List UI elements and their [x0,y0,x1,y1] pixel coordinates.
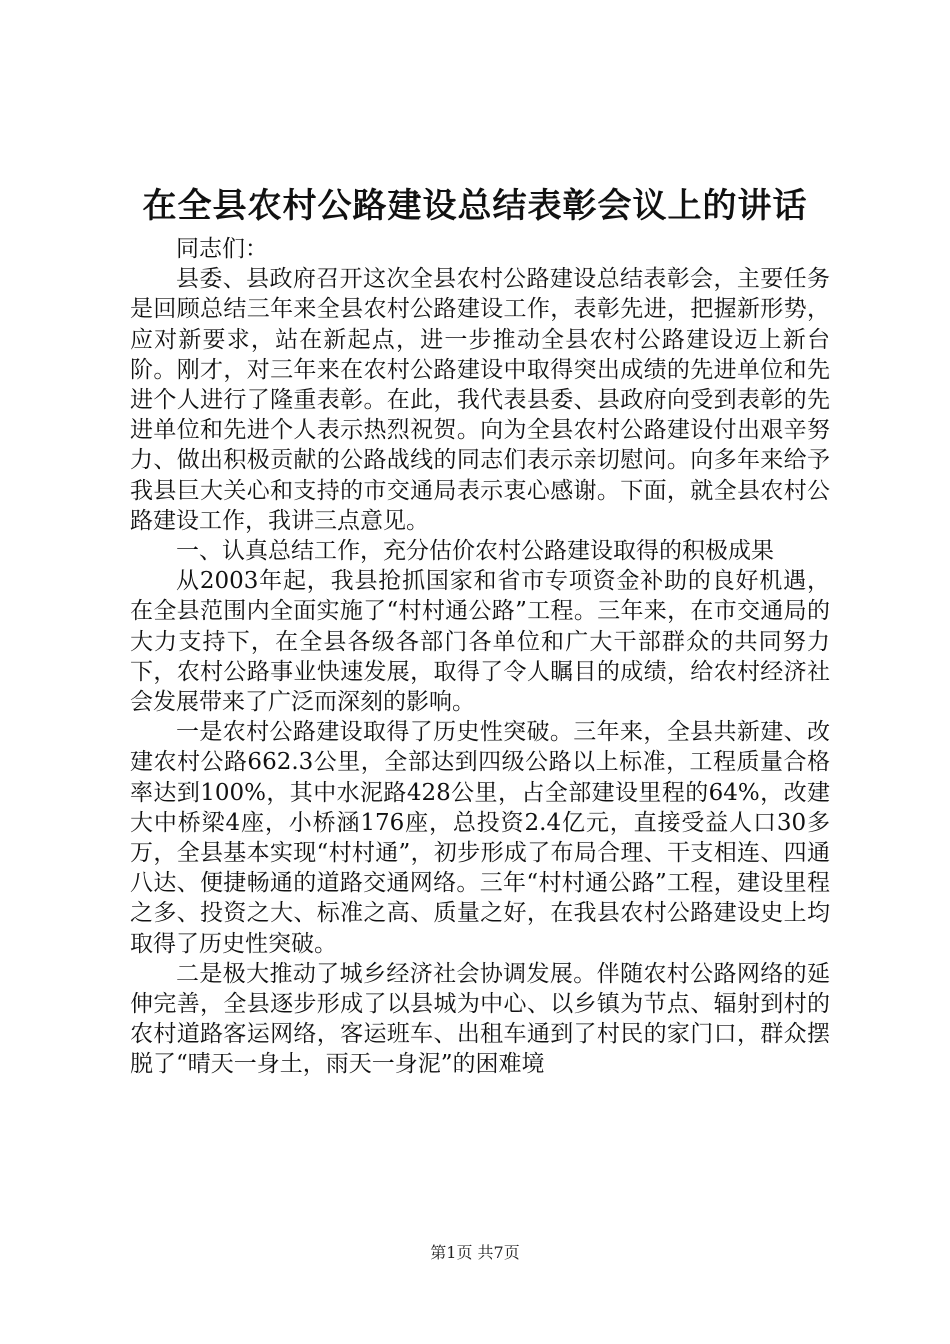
paragraph-point-2: 二是极大推动了城乡经济社会协调发展。伴随农村公路网络的延伸完善，全县逐步形成了以县城为中心、以乡镇为节点、辐射到村的农村道路客运网络，客运班车、出租车通到了村民的家门口，群众摆脱了“晴天一身土，雨天一身泥”的困难境 [130,960,830,1078]
page-number-footer: 第1页 共7页 [430,1243,520,1262]
paragraph-background: 从2003年起，我县抢抓国家和省市专项资金补助的良好机遇，在全县范围内全面实施了“村村通公路”工程。三年来，在市交通局的大力支持下，在全县各级各部门各单位和广大干部群众的共同努力下，农村公路事业快速发展，取得了令人瞩目的成绩，给农村经济社会发展带来了广泛而深刻的影响。 [130,568,830,716]
section-heading-1: 一、认真总结工作，充分估价农村公路建设取得的积极成果 [176,538,774,565]
paragraph-point-1: 一是农村公路建设取得了历史性突破。三年来，全县共新建、改建农村公路662.3公里，全部达到四级公路以上标准，工程质量合格率达到100%，其中水泥路428公里，占全部建设里程的64%，改建大中桥梁4座，小桥涵176座，总投资2.4亿元，直接受益人口30多万，全县基本实现“村村通”，初步形成了布局合理、干支相连、四通八达、便捷畅通的道路交通网络。三年“村村通公路”工程，建设里程之多、投资之大、标准之高、质量之好，在我县农村公路建设史上均取得了历史性突破。 [130,719,830,957]
paragraph-opening: 县委、县政府召开这次全县农村公路建设总结表彰会，主要任务是回顾总结三年来全县农村公路建设工作，表彰先进，把握新形势，应对新要求，站在新起点，进一步推动全县农村公路建设迈上新台阶。刚才，对三年来在农村公路建设中取得突出成绩的先进单位和先进个人进行了隆重表彰。在此，我代表县委、县政府向受到表彰的先进单位和先进个人表示热烈祝贺。向为全县农村公路建设付出艰辛努力、做出积极贡献的公路战线的同志们表示亲切慰问。向多年来给予我县巨大关心和支持的市交通局表示衷心感谢。下面，就全县农村公路建设工作，我讲三点意见。 [130,266,830,534]
salutation: 同志们： [176,236,268,262]
document-title: 在全县农村公路建设总结表彰会议上的讲话 [142,186,808,226]
document-body [130,234,830,1080]
